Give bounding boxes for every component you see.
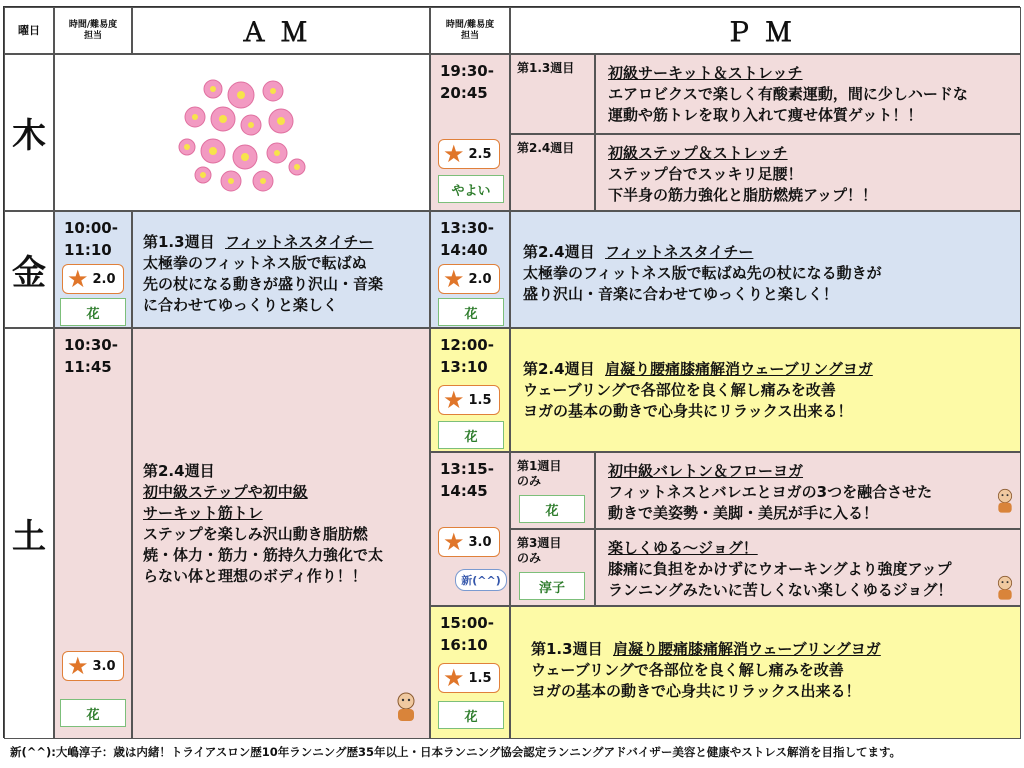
- difficulty-badge: ★ 3.0: [438, 527, 500, 557]
- time-label: 19:30- 20:45: [440, 62, 494, 102]
- class-description: 太極拳のフィットネス版で転ばぬ 先の杖になる動きが盛り沢山・音楽 に合わせてゆっくりと楽しく: [143, 254, 384, 314]
- mascot-icon: [388, 689, 424, 725]
- sat-pm2-slot2-week: 第3週目 のみ 淳子: [510, 529, 595, 606]
- star-icon: ★: [443, 528, 465, 556]
- week-label: 第2.4週目: [143, 462, 215, 480]
- class-title: フィットネスタイチー: [225, 233, 374, 251]
- footer-note: 新(^^):大嶋淳子：歳は内緒！トライアスロン歴10年ランニング歴35年以上・日本ランニング協会認定ランニングアドバイザー美容と健康やストレス解消を目指してます。: [10, 745, 902, 759]
- sat-pm3-time-cell: [430, 606, 510, 739]
- instructor-tag: 花: [519, 495, 585, 523]
- class-description: ステップを楽しみ沢山動き脂肪燃 焼・体力・筋力・筋持久力強化で太 らない体と理想のボディ作り！！: [143, 525, 384, 585]
- class-description: 太極拳のフィットネス版で転ばぬ先の杖になる動きが 盛り沢山・音楽に合わせてゆっくりと楽しく！: [523, 264, 882, 303]
- sat-am-class: [132, 328, 430, 739]
- thu-am-empty: [54, 54, 430, 211]
- sat-pm2-slot2: [595, 529, 1021, 606]
- instructor-tag: 花: [438, 298, 504, 326]
- class-description: ウェーブリングで各部位を良く解し痛みを改善 ヨガの基本の動きで心身共にリラックス出来る！: [523, 381, 853, 420]
- day-friday: 金: [4, 211, 54, 328]
- week-label: 第1.3週目: [143, 233, 215, 251]
- mascot-icon: [990, 572, 1020, 604]
- week-label: 第2.4週目: [523, 360, 595, 378]
- thu-pm-slot2: [595, 134, 1021, 211]
- header-am: ＡＭ: [132, 7, 430, 54]
- time-label: 10:00- 11:10: [64, 219, 118, 259]
- time-label: 10:30- 11:45: [64, 336, 118, 376]
- class-description: ウェーブリングで各部位を良く解し痛みを改善 ヨガの基本の動きで心身共にリラックス出来る！: [531, 661, 861, 700]
- time-label: 13:15- 14:45: [440, 460, 494, 500]
- fri-am-class: [132, 211, 430, 328]
- sat-pm2-slot1: [595, 452, 1021, 529]
- schedule-table: [3, 6, 1020, 738]
- star-icon: ★: [67, 265, 89, 293]
- header-pm: ＰＭ: [510, 7, 1021, 54]
- fri-pm-time-cell: [430, 211, 510, 328]
- difficulty-badge: ★ 2.0: [438, 264, 500, 294]
- class-title: 初級ステップ＆ストレッチ: [608, 144, 788, 162]
- star-icon: ★: [443, 664, 465, 692]
- sat-pm2-slot1-week: 第1週目 のみ 花: [510, 452, 595, 529]
- new-instructor-badge: 新(^^): [455, 569, 507, 591]
- header-day: 曜日: [4, 7, 54, 54]
- week-label: 第2.4週目: [523, 243, 595, 261]
- class-title: フィットネスタイチー: [605, 243, 754, 261]
- sat-am-time-cell: [54, 328, 132, 739]
- sat-pm3-class: [510, 606, 1021, 739]
- difficulty-badge: ★ 1.5: [438, 385, 500, 415]
- star-icon: ★: [443, 140, 465, 168]
- instructor-tag: 花: [60, 298, 126, 326]
- header-time-am: 時間/難易度 担当: [54, 7, 132, 54]
- header-time-pm: 時間/難易度 担当: [430, 7, 510, 54]
- difficulty-badge: ★ 2.0: [62, 264, 124, 294]
- class-description: エアロビクスで楽しく有酸素運動，間に少しハードな 運動や筋トレを取り入れて痩せ体質ゲット！！: [608, 85, 968, 124]
- difficulty-badge: ★ 3.0: [62, 651, 124, 681]
- class-title: 初中級バレトン＆フローヨガ: [608, 462, 804, 480]
- difficulty-badge: ★ 1.5: [438, 663, 500, 693]
- instructor-tag: 淳子: [519, 572, 585, 600]
- class-description: 膝痛に負担をかけずにウオーキングより強度アップ ランニングみたいに苦しくない楽しくゆるジョグ！: [608, 560, 953, 599]
- sat-pm1-time-cell: [430, 328, 510, 452]
- class-title: 肩凝り腰痛膝痛解消ウェーブリングヨガ: [605, 360, 873, 378]
- instructor-tag: やよい: [438, 175, 504, 203]
- week-label: 第1.3週目: [531, 640, 603, 658]
- thu-pm-time-cell: [430, 54, 510, 211]
- thu-pm-slot1: [595, 54, 1021, 134]
- fri-pm-class: [510, 211, 1021, 328]
- instructor-tag: 花: [438, 421, 504, 449]
- class-title: 初級サーキット＆ストレッチ: [608, 64, 803, 82]
- class-title: 初中級ステップや初中級 サーキット筋トレ: [143, 483, 308, 522]
- difficulty-badge: ★ 2.5: [438, 139, 500, 169]
- class-description: ステップ台でスッキリ足腰！ 下半身の筋力強化と脂肪燃焼アップ！！: [608, 165, 877, 204]
- thu-pm-slot1-week: 第1.3週目: [510, 54, 595, 134]
- time-label: 13:30- 14:40: [440, 219, 494, 259]
- instructor-tag: 花: [60, 699, 126, 727]
- class-description: フィットネスとバレエとヨガの3つを融合させた 動きで美姿勢・美脚・美尻が手に入る！: [608, 483, 933, 522]
- class-title: 楽しくゆる～ジョグ！: [608, 539, 758, 557]
- sat-pm2-time-cell: [430, 452, 510, 606]
- class-title: 肩凝り腰痛膝痛解消ウェーブリングヨガ: [613, 640, 881, 658]
- instructor-tag: 花: [438, 701, 504, 729]
- flower-illustration-icon: [173, 77, 313, 197]
- sat-pm1-class: [510, 328, 1021, 452]
- thu-pm-slot2-week: 第2.4週目: [510, 134, 595, 211]
- fri-am-time-cell: [54, 211, 132, 328]
- time-label: 15:00- 16:10: [440, 614, 494, 654]
- star-icon: ★: [67, 652, 89, 680]
- mascot-icon: [990, 485, 1020, 517]
- star-icon: ★: [443, 265, 465, 293]
- star-icon: ★: [443, 386, 465, 414]
- time-label: 12:00- 13:10: [440, 336, 494, 376]
- day-thursday: 木: [4, 54, 54, 211]
- day-saturday: 土: [4, 328, 54, 739]
